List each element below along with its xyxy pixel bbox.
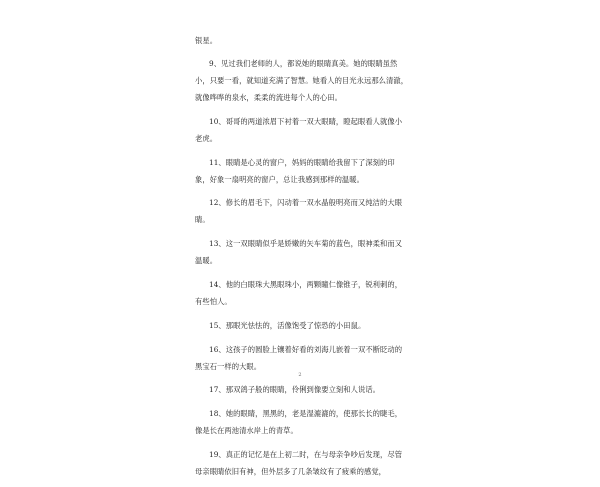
paragraph-17: 17、那双鸽子般的眼睛，伶俐到像要立刻和人说话。 bbox=[209, 385, 381, 395]
paragraph-13: 13、这一双眼睛似乎是娇嫩的矢车菊的蓝色，眼神柔和而又温暖。 bbox=[195, 239, 403, 266]
paragraph-9: 9、见过我们老师的人，都说她的眼睛真美。她的眼睛虽然小，只要一看，就知道充满了智慧。她看人的目光永远那么清澈，就像哗哗的泉水，柔柔的流进每个人的心田。 bbox=[195, 59, 409, 102]
page-number: 2 bbox=[298, 372, 302, 378]
paragraph-10: 10、哥哥的两道浓眉下衬着一双大眼睛，瞪起眼看人就像小老虎。 bbox=[195, 116, 403, 143]
document-body bbox=[195, 32, 409, 487]
paragraph-11: 11、眼睛是心灵的窗户，妈妈的眼睛给我留下了深刻的印象，好象一扇明亮的窗户，总让我感到那样的温暖。 bbox=[195, 157, 395, 184]
paragraph-continuation: 银星。 bbox=[195, 36, 218, 45]
paragraph-19: 19、真正的记忆是在上初二时，在与母亲争吵后发现，尽管母亲眼睛依旧有神，但外层多了几条皱纹有了疲乘的感觉， bbox=[195, 449, 403, 476]
paragraph-12: 12、修长的眉毛下，闪动着一双水晶般明亮而又纯洁的大眼睛。 bbox=[195, 198, 403, 225]
paragraph-15: 15、那眼光怯怯的，活像饱受了惊恐的小田鼠。 bbox=[209, 320, 366, 330]
paragraph-18: 18、她的眼睛，黑黑的，老是湿漉漉的，使那长长的睫毛，像是长在两池清水岸上的青草。 bbox=[195, 409, 403, 436]
paragraph-16: 16、这孩子的圆脸上镶着好看的刘海儿嵌着一双不断眨动的黑宝石一样的大眼。 bbox=[195, 344, 403, 371]
paragraph-14: 14、他的白眼珠大黑眼珠小，两颗瞳仁像锥子，锐利刺的，有些怕人。 bbox=[195, 279, 403, 306]
